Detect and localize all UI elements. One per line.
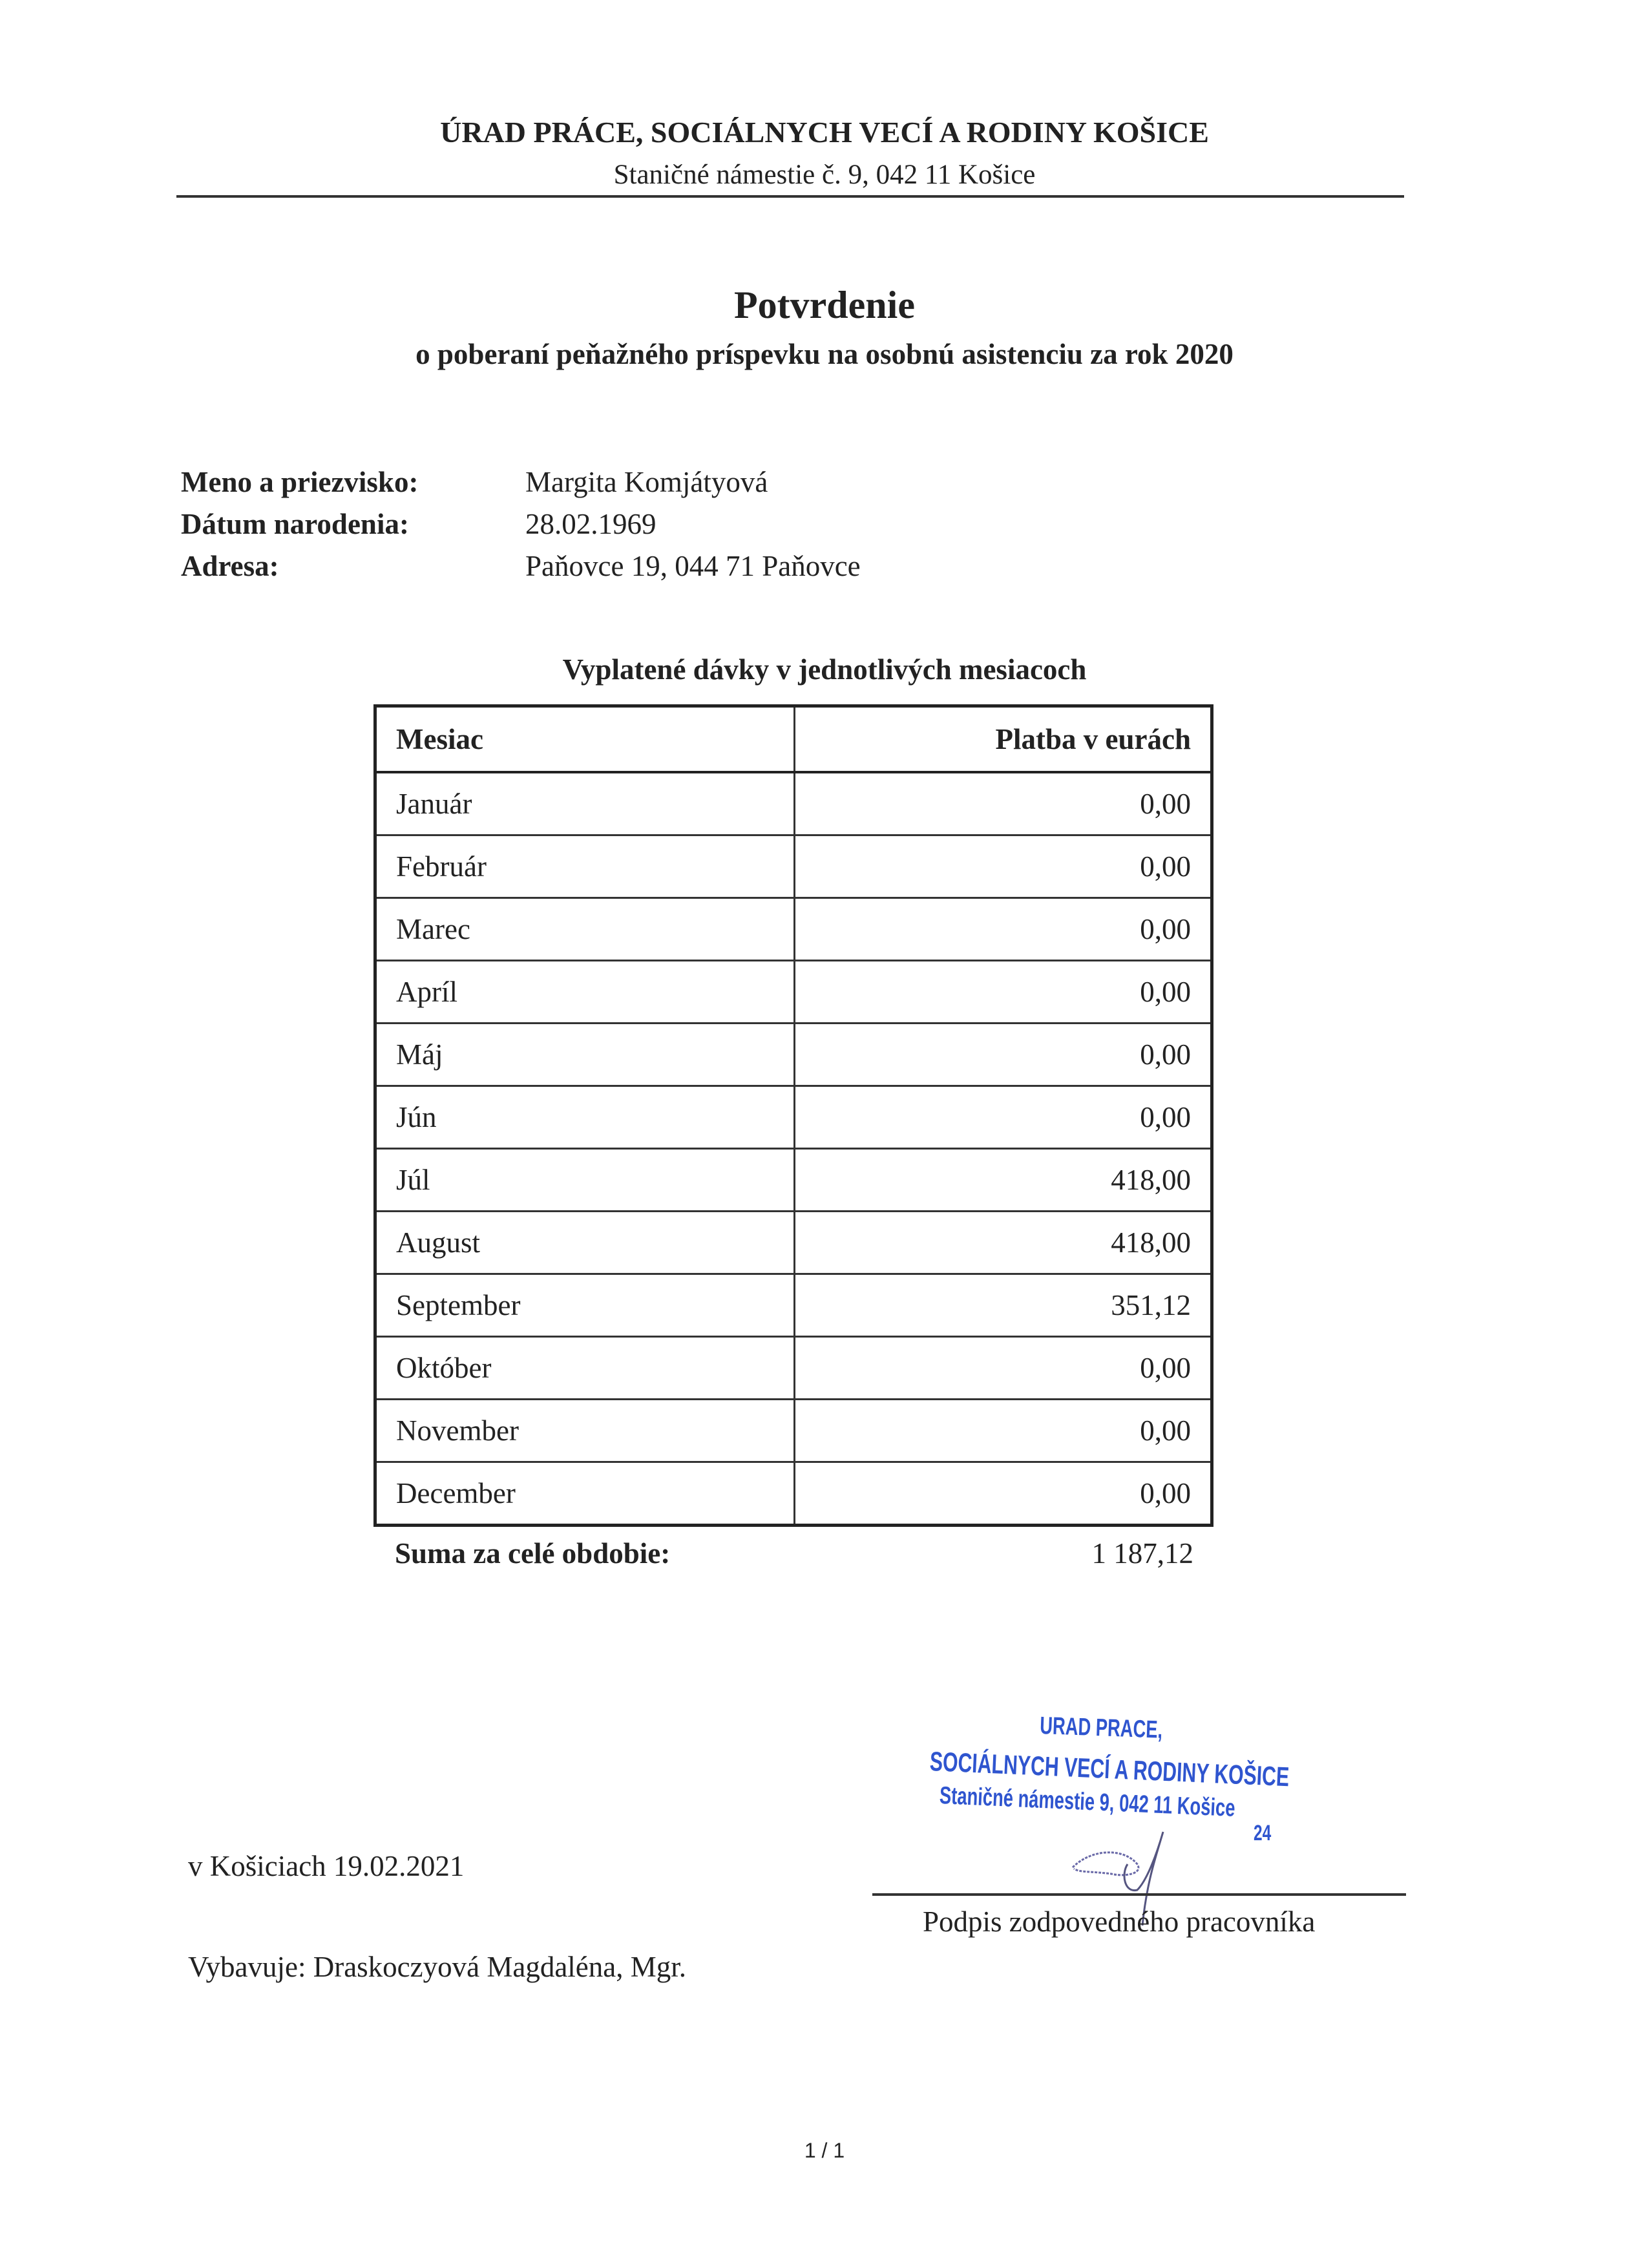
birthdate-label: Dátum narodenia:	[181, 508, 409, 540]
month-cell: Jún	[375, 1086, 795, 1149]
table-title: Vyplatené dávky v jednotlivých mesiacoch	[562, 653, 1087, 686]
table-row	[375, 961, 1212, 1024]
birthdate-value: 28.02.1969	[525, 508, 656, 540]
address-value: Paňovce 19, 044 71 Paňovce	[525, 550, 861, 582]
table-row	[375, 835, 1212, 898]
month-cell: Október	[375, 1337, 795, 1400]
office-name: ÚRAD PRÁCE, SOCIÁLNYCH VECÍ A RODINY KOŠICE	[440, 116, 1209, 149]
payment-cell: 0,00	[795, 772, 1212, 835]
table-row	[375, 1024, 1212, 1086]
table-row	[375, 772, 1212, 835]
payment-cell: 0,00	[795, 961, 1212, 1024]
table-row	[375, 1400, 1212, 1462]
payment-cell: 351,12	[795, 1274, 1212, 1337]
signature-line	[872, 1893, 1406, 1896]
table-row	[375, 1086, 1212, 1149]
office-stamp	[929, 1712, 1292, 1845]
page-number: 1 / 1	[804, 2139, 845, 2162]
name-label: Meno a priezvisko:	[181, 466, 419, 498]
stamp-line-2: SOCIÁLNYCH VECÍ A RODINY KOŠICE	[929, 1746, 1290, 1792]
payment-cell: 0,00	[795, 1337, 1212, 1400]
month-cell: Február	[375, 835, 795, 898]
table-row	[375, 1212, 1212, 1274]
sum-value: 1 187,12	[1091, 1537, 1193, 1570]
column-header-month: Mesiac	[375, 706, 795, 773]
stamp-line-1: URAD PRACE,	[1039, 1712, 1163, 1744]
table-row	[375, 1462, 1212, 1526]
stamp-number: 24	[1254, 1821, 1272, 1845]
office-address: Staničné námestie č. 9, 042 11 Košice	[613, 160, 1036, 190]
month-cell: Marec	[375, 898, 795, 961]
stamp-line-3: Staničné námestie 9, 042 11 Košice	[939, 1782, 1236, 1822]
payment-cell: 418,00	[795, 1212, 1212, 1274]
payment-cell: 0,00	[795, 1462, 1212, 1526]
month-cell: Apríl	[375, 961, 795, 1024]
table-row	[375, 1274, 1212, 1337]
document-subtitle: o poberaní peňažného príspevku na osobnú asistenciu za rok 2020	[415, 338, 1234, 370]
payments-table	[373, 704, 1213, 1527]
payment-cell: 418,00	[795, 1149, 1212, 1212]
place-and-date: v Košiciach 19.02.2021	[188, 1850, 465, 1882]
name-value: Margita Komjátyová	[525, 466, 768, 498]
month-cell: Január	[375, 772, 795, 835]
address-label: Adresa:	[181, 550, 279, 582]
table-row	[375, 1337, 1212, 1400]
month-cell: December	[375, 1462, 795, 1526]
payment-cell: 0,00	[795, 898, 1212, 961]
table-row	[375, 1149, 1212, 1212]
month-cell: Máj	[375, 1024, 795, 1086]
month-cell: November	[375, 1400, 795, 1462]
document-title: Potvrdenie	[734, 284, 915, 326]
column-header-payment: Platba v eurách	[795, 706, 1212, 773]
table-row	[375, 898, 1212, 961]
month-cell: August	[375, 1212, 795, 1274]
payment-cell: 0,00	[795, 1024, 1212, 1086]
handled-by: Vybavuje: Draskoczyová Magdaléna, Mgr.	[188, 1951, 687, 1983]
payment-cell: 0,00	[795, 835, 1212, 898]
month-cell: September	[375, 1274, 795, 1337]
payment-cell: 0,00	[795, 1086, 1212, 1149]
month-cell: Júl	[375, 1149, 795, 1212]
table-header-row	[375, 706, 1212, 773]
header-divider	[176, 195, 1404, 198]
payment-cell: 0,00	[795, 1400, 1212, 1462]
signature-caption: Podpis zodpovedného pracovníka	[923, 1906, 1316, 1938]
sum-label: Suma za celé obdobie:	[395, 1537, 671, 1570]
